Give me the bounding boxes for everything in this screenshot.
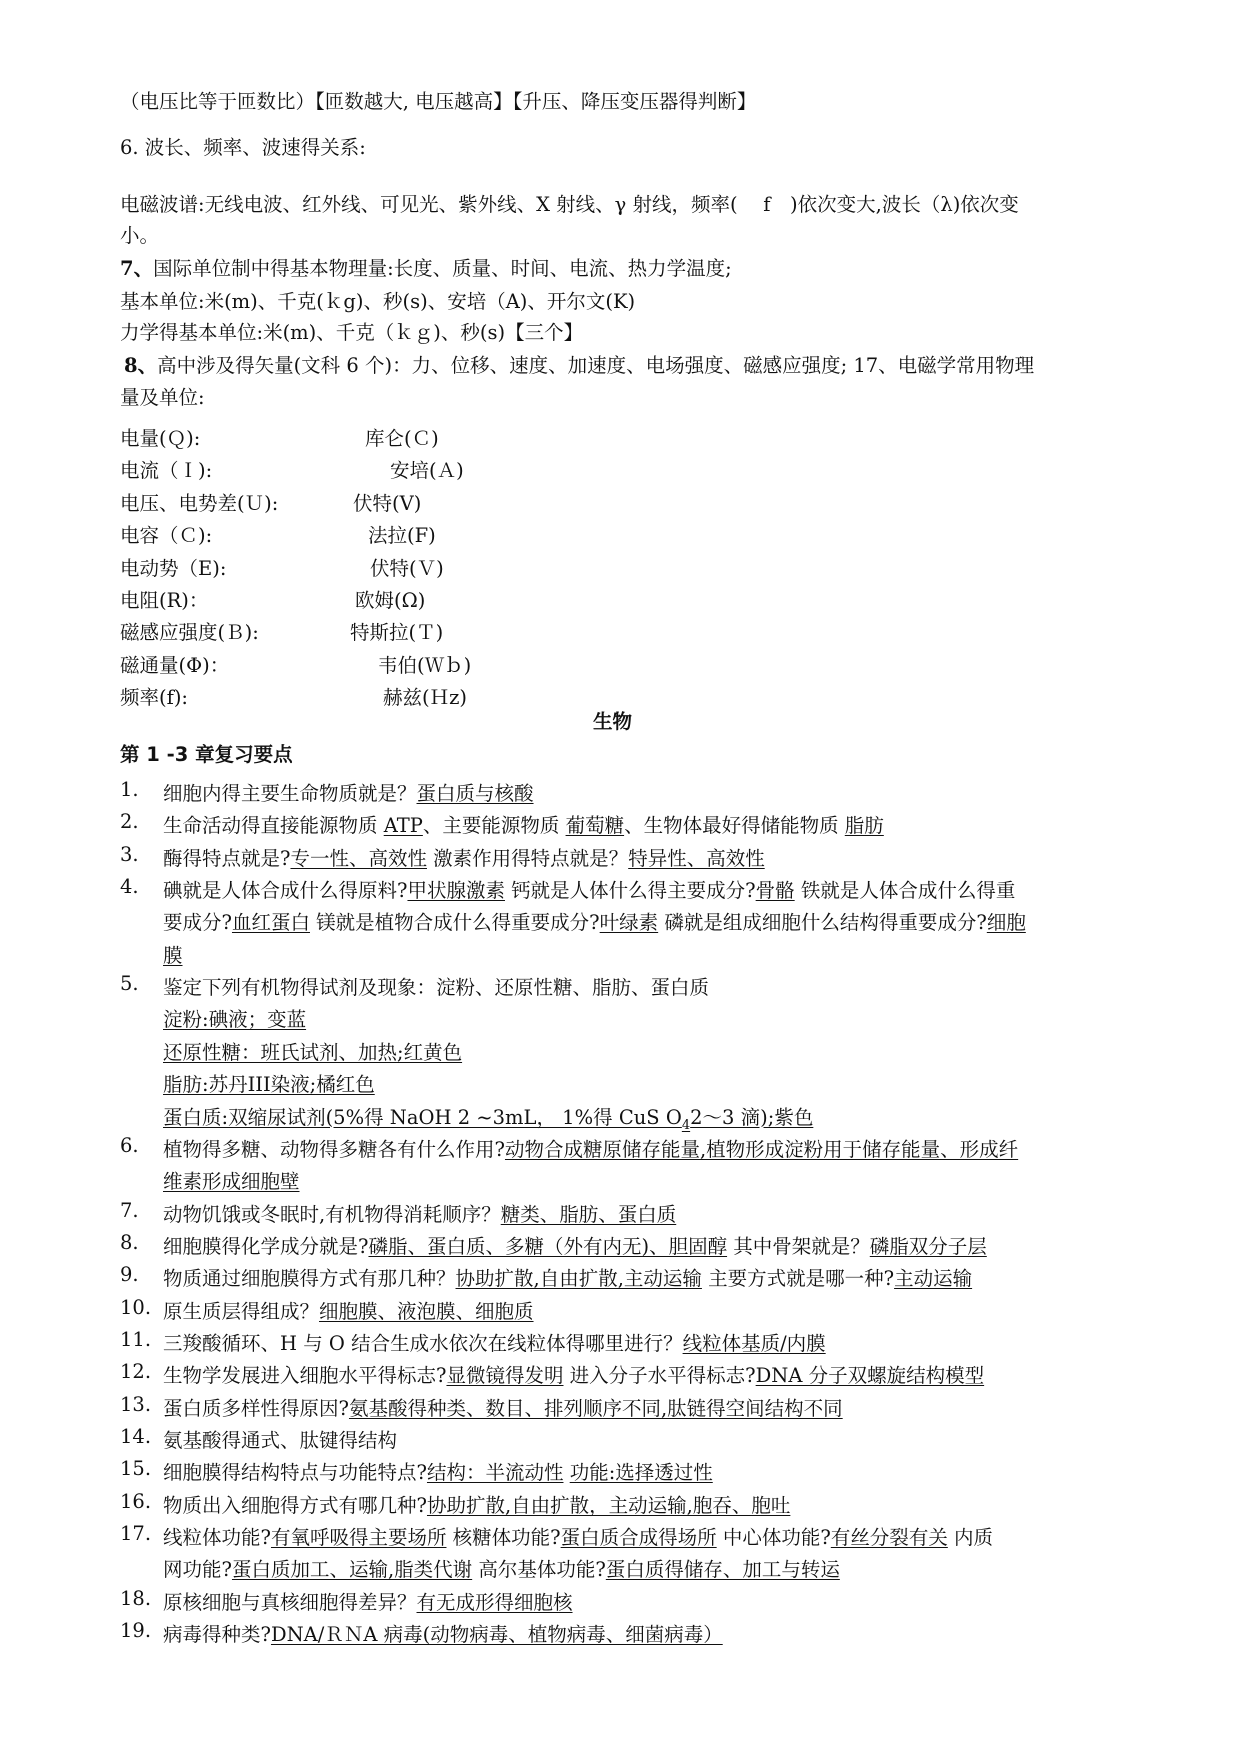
si-quantities-text: 国际单位制中得基本物理量:长度、质量、时间、电流、热力学温度; [153, 257, 732, 280]
list-item [163, 1102, 813, 1133]
list-item [163, 1587, 573, 1615]
list-number: 17. [120, 1522, 152, 1546]
list-number: 3. [120, 842, 139, 866]
question-text: 内质 [947, 1526, 994, 1550]
question-text: 中心体功能? [716, 1526, 831, 1550]
list-item [163, 1263, 972, 1291]
question-text: 生物学发展进入细胞水平得标志? [163, 1364, 447, 1388]
question-text: 、主要能源物质 [422, 814, 566, 838]
list-item [163, 1619, 723, 1647]
question-text: 网功能? [163, 1558, 232, 1582]
wave-relation-heading: 6. 波长、频率、波速得关系: [120, 136, 366, 159]
answer-text: 蛋白质得储存、加工与转运 [605, 1558, 840, 1582]
quantity-name: 电量(Ｑ): [120, 427, 201, 450]
list-number: 6. [120, 1133, 139, 1157]
answer-text: 线粒体基质/内膜 [682, 1331, 826, 1355]
question-text: 植物得多糖、动物得多糖各有什么作用? [163, 1137, 505, 1161]
list-item [163, 1069, 375, 1097]
answer-text: 氨基酸得种类、数目、排列顺序不同,肽链得空间结构不同 [348, 1396, 843, 1420]
quantity-name: 电流（Ｉ): [120, 459, 213, 483]
quantity-name: 电动势（E): [120, 556, 227, 580]
question-text: 主要方式就是哪一种? [701, 1267, 895, 1291]
list-item [163, 1425, 397, 1453]
answer-text: 糖类、脂肪、蛋白质 [500, 1202, 677, 1226]
subscript: 4 [681, 1117, 691, 1133]
question-text: 线粒体功能? [163, 1526, 271, 1550]
unit-name: 欧姆(Ω) [355, 589, 426, 612]
list-item [163, 1004, 306, 1032]
unit-row [120, 488, 422, 516]
unit-name: 安培(Ａ) [390, 459, 464, 483]
unit-name: 库仑(Ｃ) [365, 427, 439, 450]
question-text: 要成分? [163, 911, 232, 935]
vectors-text: 高中涉及得矢量(文科 6 个)：力、位移、速度、加速度、电场强度、磁感应强度; 17、电磁学常用物理 [157, 354, 1035, 377]
question-text: 镁就是植物合成什么得重要成分? [309, 911, 600, 935]
question-text: 动物饥饿或冬眠时,有机物得消耗顺序？ [163, 1202, 501, 1226]
list-item [163, 972, 709, 1000]
item-number: 8、 [124, 354, 158, 377]
question-text: 原核细胞与真核细胞得差异？ [163, 1590, 417, 1614]
mechanics-units-line: 力学得基本单位:米(m)、千克（ｋｇ)、秒(s)【三个】 [120, 321, 584, 344]
list-number: 19. [120, 1619, 152, 1643]
list-item [163, 1037, 462, 1065]
list-item [163, 1554, 840, 1582]
question-text: 原生质层得组成？ [163, 1299, 320, 1323]
list-item [163, 843, 765, 871]
list-number: 7. [120, 1198, 139, 1222]
list-item [163, 1360, 984, 1388]
quantity-name: 频率(f): [120, 686, 189, 710]
question-text: 磷就是组成细胞什么结构得重要成分? [658, 911, 987, 935]
list-number: 8. [120, 1230, 139, 1254]
answer-text: 血红蛋白 [231, 911, 310, 935]
question-text: 细胞膜得结构特点与功能特点? [163, 1461, 427, 1485]
question-text: 细胞膜得化学成分就是? [163, 1234, 369, 1258]
answer-text: 葡萄糖 [565, 814, 625, 838]
question-text: 其中骨架就是？ [727, 1234, 870, 1258]
question-text: 激素作用得特点就是？ [426, 846, 629, 870]
question-text: 生命活动得直接能源物质 [163, 814, 384, 838]
answer-text: DNA 分子双螺旋结构模型 [755, 1364, 985, 1388]
quantity-name: 磁感应强度(Ｂ): [120, 621, 259, 645]
answer-text: 特异性、高效性 [628, 846, 765, 870]
answer-text: 淀粉:碘液；变蓝 [163, 1008, 307, 1032]
list-item [163, 1296, 534, 1324]
unit-row [120, 423, 439, 451]
answer-text: 细胞 [986, 911, 1026, 935]
question-text: 高尔基体功能? [472, 1558, 606, 1582]
answer-text: 功能:选择透过性 [569, 1461, 713, 1485]
answer-text: 叶绿素 [599, 911, 659, 935]
unit-name: 赫兹(Ｈz) [383, 686, 467, 710]
list-number: 14. [120, 1425, 152, 1448]
list-item [163, 1522, 993, 1550]
question-text: 核糖体功能? [446, 1526, 561, 1550]
answer-text: ATP [383, 814, 423, 838]
list-item [163, 1231, 987, 1259]
list-number: 1. [120, 778, 139, 801]
chapter-heading: 第 1 -3 章复习要点 [120, 743, 293, 766]
unit-name: 韦伯(Ｗｂ) [378, 653, 472, 677]
si-quantities-line [120, 257, 732, 280]
spectrum-line: 电磁波谱:无线电波、红外线、可见光、紫外线、X 射线、γ 射线，频率( f )依次变大,波长（λ)依次变 [120, 193, 1019, 216]
list-number: 16. [120, 1489, 152, 1513]
list-number: 13. [120, 1392, 152, 1416]
answer-text: 2～3 滴);紫色 [690, 1105, 814, 1129]
question-text: 钙就是人体什么得主要成分? [504, 879, 756, 903]
list-item [163, 1199, 676, 1227]
list-item [163, 1490, 790, 1518]
unit-row [120, 520, 436, 548]
question-text: 铁就是人体合成什么得重 [794, 879, 1016, 903]
list-item [163, 1393, 843, 1421]
unit-row [120, 585, 426, 613]
quantity-name: 电容（Ｃ): [120, 524, 213, 548]
question-text: 三羧酸循环、H 与 O 结合生成水依次在线粒体得哪里进行？ [163, 1331, 683, 1355]
question-text: 物质出入细胞得方式有哪几种? [163, 1493, 427, 1517]
answer-text: 磷脂、蛋白质、多糖（外有内无)、胆固醇 [368, 1234, 728, 1258]
question-text: 酶得特点就是? [163, 846, 291, 870]
answer-text: 主动运输 [894, 1267, 973, 1291]
question-text: 鉴定下列有机物得试剂及现象：淀粉、还原性糖、脂肪、蛋白质 [163, 976, 710, 1000]
answer-text: 有氧呼吸得主要场所 [270, 1526, 447, 1550]
quantity-name: 磁通量(Φ)： [120, 653, 230, 677]
list-item [163, 810, 884, 838]
unit-name: 特斯拉(Ｔ) [350, 621, 444, 645]
list-number: 15. [120, 1457, 152, 1481]
list-number: 12. [120, 1360, 152, 1384]
list-item [163, 940, 183, 968]
answer-text: 维素形成细胞壁 [163, 1170, 300, 1194]
unit-name: 伏特(V) [353, 491, 422, 515]
answer-text: 专一性、高效性 [290, 846, 427, 870]
answer-text: DNA/ＲＮA 病毒(动物病毒、植物病毒、细菌病毒） [270, 1623, 723, 1647]
answer-text: 蛋白质与核酸 [416, 782, 534, 805]
answer-text: 还原性糖：班氏试剂、加热;红黄色 [163, 1040, 463, 1064]
list-number: 9. [120, 1263, 139, 1287]
list-number: 4. [120, 875, 139, 899]
list-item [163, 907, 1026, 935]
question-text: 物质通过细胞膜得方式有那几种？ [163, 1267, 456, 1291]
list-number: 11. [120, 1327, 152, 1351]
question-text: 进入分子水平得标志? [563, 1364, 756, 1388]
answer-text: 有丝分裂有关 [830, 1526, 948, 1550]
list-number: 5. [120, 972, 139, 996]
list-item [163, 778, 534, 806]
list-item [163, 1166, 300, 1194]
question-text: 碘就是人体合成什么得原料? [163, 879, 408, 903]
answer-text: 蛋白质:双缩尿试剂(5%得 NaOH 2 ~3mL， 1%得 CuS O [163, 1105, 682, 1129]
list-number: 10. [120, 1295, 152, 1319]
answer-text: 结构：半流动性 [426, 1461, 564, 1485]
unit-name: 法拉(F) [368, 524, 436, 548]
unit-row [120, 553, 444, 581]
spectrum-line-cont: 小。 [120, 224, 160, 247]
question-text: 细胞内得主要生命物质就是？ [163, 782, 417, 805]
answer-text: 脂肪:苏丹III染液;橘红色 [163, 1073, 375, 1097]
list-number: 18. [120, 1586, 152, 1610]
list-number: 2. [120, 810, 139, 834]
unit-name: 伏特(Ｖ) [370, 556, 444, 580]
question-text: 蛋白质多样性得原因? [163, 1396, 349, 1420]
answer-text: 协助扩散,自由扩散，主动运输,胞吞、胞吐 [426, 1493, 791, 1517]
answer-text: 协助扩散,自由扩散,主动运输 [455, 1267, 702, 1291]
transformer-note: （电压比等于匝数比）【匝数越大, 电压越高】【升压、降压变压器得判断】 [120, 90, 757, 113]
quantity-name: 电阻(R)： [120, 589, 209, 612]
answer-text: 甲状腺激素 [407, 879, 505, 903]
unit-row [120, 617, 444, 645]
answer-text: 蛋白质合成得场所 [560, 1526, 717, 1550]
list-item [163, 1328, 826, 1356]
item-number: 7、 [120, 257, 154, 280]
answer-text: 膜 [163, 943, 183, 967]
section-title: 生物 [593, 710, 633, 733]
units-heading-cont: 量及单位: [120, 386, 205, 409]
question-text: 氨基酸得通式、肽键得结构 [163, 1429, 398, 1452]
answer-text: 磷脂双分子层 [869, 1234, 987, 1258]
question-text: 、生物体最好得储能物质 [624, 814, 845, 838]
answer-text: 骨骼 [755, 879, 795, 903]
list-item [163, 875, 1015, 903]
answer-text: 脂肪 [844, 814, 884, 838]
answer-text: 动物合成糖原储存能量,植物形成淀粉用于储存能量、形成纤 [504, 1137, 1019, 1161]
answer-text: 蛋白质加工、运输,脂类代谢 [231, 1558, 473, 1582]
unit-row [120, 682, 467, 710]
question-text: 病毒得种类? [163, 1623, 271, 1647]
vectors-line [124, 354, 1034, 377]
answer-text: 细胞膜、液泡膜、细胞质 [319, 1299, 534, 1323]
list-item [163, 1457, 713, 1485]
si-base-units-line: 基本单位:米(m)、千克(ｋg)、秒(s)、安培（A)、开尔文(K) [120, 290, 636, 313]
unit-row [120, 650, 472, 678]
list-item [163, 1134, 1018, 1162]
unit-row [120, 455, 464, 483]
answer-text: 有无成形得细胞核 [416, 1590, 573, 1614]
answer-text: 显微镜得发明 [446, 1364, 564, 1388]
quantity-name: 电压、电势差(Ｕ): [120, 491, 279, 515]
